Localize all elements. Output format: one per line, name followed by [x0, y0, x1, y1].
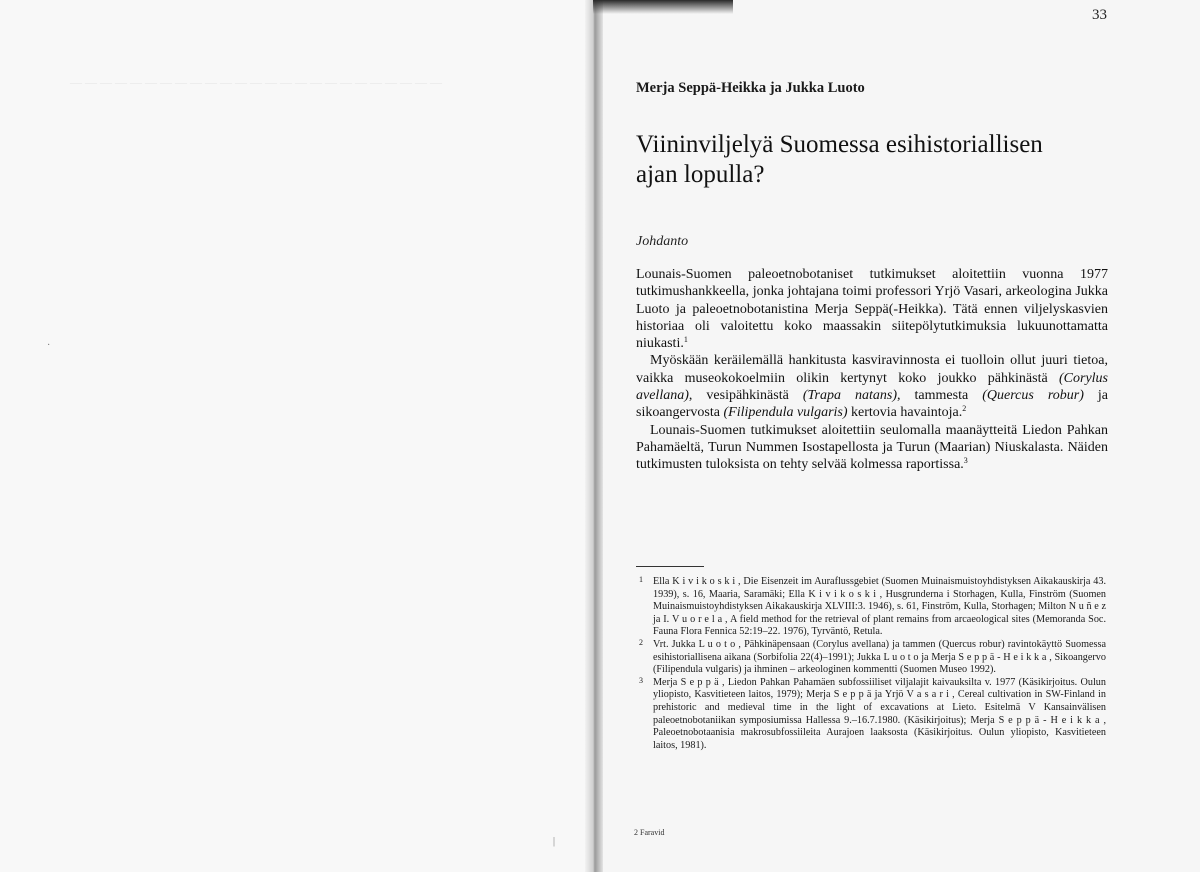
speck: | [553, 836, 556, 847]
footnote [636, 639, 1106, 677]
species-name: (Quercus robur) [982, 388, 1084, 404]
paragraph-text: ja sikoangervosta [636, 388, 1109, 421]
footnote-ref: 1 [683, 335, 688, 345]
footnote-text: Ella K i v i k o s k i , Die Eisenzeit im Auraflussgebiet (Suomen Muinaismuistoyhdistyksen Aikakauskirja 43. 1939), s. 16, Maaria, Saramäki; Ella K i v i k o s k i , Husgrunderna i Storhagen, Kulla, Finström (Suomen Muinaismuistoyhdistyksen Aikakauskirja XLVIII:3. 1946), s. 61, Finström, Kulla, Storhagen; Milton N u ñ e z ja I. V u o r e l a , A field method for the retrieval of plant remains from arcaeological sites (Memoranda Soc. Fauna Flora Fennica 52:19–22. 1976), Tyrväntö, Retula. [653, 576, 1106, 638]
paragraph-text: kertovia havaintoja. [847, 405, 963, 421]
footnote [636, 677, 1106, 753]
paragraph [636, 266, 1108, 352]
footnote-number: 3 [639, 675, 643, 685]
species-name: (Corylus avellana) [636, 370, 1108, 404]
footnote-ref: 2 [962, 404, 967, 414]
footnote [636, 576, 1106, 639]
footnote-text: Vrt. Jukka L u o t o , Pähkinäpensaan (Corylus avellana) ja tammen (Quercus robur) ravintokäyttö Suomessa esihistoriallisena aikana (Sorbifolia 22(4)–1991); Jukka L u o t o ja Merja S e p p ä - H e i k k a , Sikoangervo (Filipendula vulgaris) ja ihminen – arkeologinen kommentti (Suomen Museo 1992). [653, 638, 1106, 676]
article-authors: Merja Seppä-Heikka ja Jukka Luoto [636, 80, 865, 96]
footnote-number: 1 [639, 575, 643, 584]
paragraph [636, 422, 1108, 474]
title-line: Viininviljelyä Suomessa esihistoriallisen [636, 131, 1043, 158]
footnotes [636, 576, 1106, 752]
paragraph-text: Lounais-Suomen paleoetnobotaniset tutkimukset aloitettiin vuonna 1977 tutkimushankkeella, jonka johtajana toimi professori Yrjö Vasari, arkeologina Jukka Luoto ja paleoetnobotanistina Merja Seppä(-Heikka). Tätä ennen viljelyskasvien historiaa oli valoitettu koko maassakin siitepölytutkimuksia lukuunottamatta niukasti. [636, 267, 1108, 352]
paragraph-text: , tammesta [897, 388, 983, 404]
paragraph [636, 352, 1108, 421]
book-gutter [585, 0, 603, 872]
speck: · [47, 340, 51, 351]
species-name: (Filipendula vulgaris) [723, 405, 848, 421]
paragraph-text: Lounais-Suomen tutkimukset aloitettiin seulomalla maanäytteitä Liedon Pahkan Pahamäeltä, Turun Nummen Isostapellosta ja Turun (Maarian) Niuskalasta. Näiden tutkimusten tuloksista on tehty selvää kolmessa raportissa. [636, 422, 1108, 473]
scan-shadow [593, 0, 733, 14]
section-heading: Johdanto [636, 234, 689, 249]
show-through-text: — — — — — — — — — — — — — — — — — — — — — — — — — [70, 75, 442, 89]
footnote-text: Merja S e p p ä , Liedon Pahkan Pahamäen subfossiiliset viljalajit kaivauksilta v. 1977 (Käsikirjoitus. Oulun yliopisto, Kasvitieteen laitos, 1979); Merja S e p p ä ja Yrjö V a s a r i , Cereal cultivation in SW-Finland in prehistoric and medieval time in the light of excavations at Lieto. Esitelmä V Kansainvälisen paleoetnobotaniikan symposiumissa Hallessa 9.–16.7.1980. (Käsikirjoitus); Merja S e p p ä - H e i k k a , Paleoetnobotaanisia makrosubfossiileita Aurajoen laaksosta (Käsikirjoitus. Oulun yliopisto, Kasvitieteen laitos, 1981). [653, 676, 1106, 751]
species-name: (Trapa natans) [802, 388, 898, 404]
footnote-number: 2 [639, 637, 643, 647]
paragraph-text: , vesipähkinästä [688, 388, 803, 404]
footnote-ref: 3 [963, 456, 968, 466]
left-page [0, 0, 593, 872]
printer-signature: 2 Faravid [634, 828, 665, 837]
footnote-divider [636, 566, 704, 567]
paragraph-text: Myöskään keräilemällä hankitusta kasviravinnosta ei tuolloin ollut juuri tietoa, vaikka museokokoelmiin olikin kertynyt koko joukko pähkinästä [636, 353, 1108, 386]
page-number: 33 [1092, 7, 1107, 23]
title-line: ajan lopulla? [636, 161, 765, 188]
article-body [636, 266, 1108, 474]
article-title [636, 130, 1106, 190]
